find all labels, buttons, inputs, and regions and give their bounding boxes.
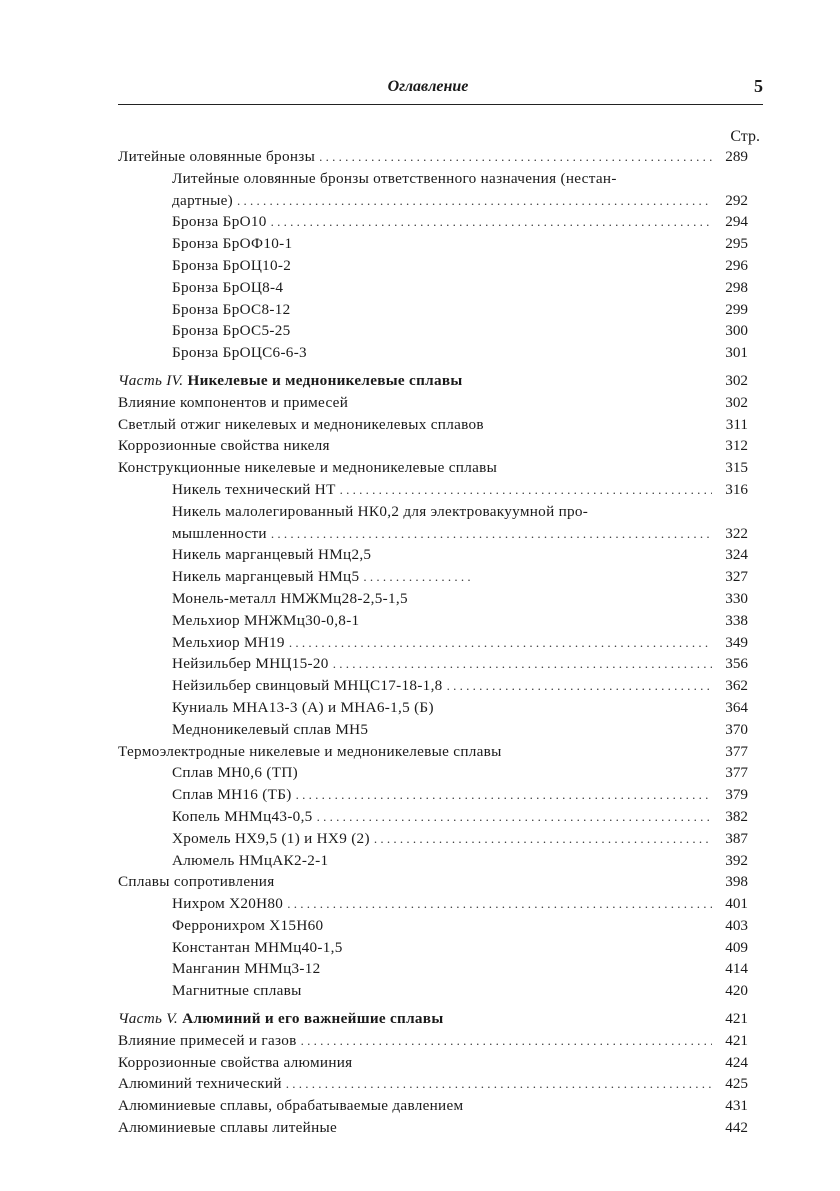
toc-entry-title: Бронза БрОЦС6-6-3: [172, 344, 307, 362]
toc-entry-title: Бронза БрОФ10-1: [172, 235, 293, 253]
toc-entry: [118, 459, 748, 481]
toc-page-number: 398: [725, 873, 748, 891]
toc-page-number: 300: [725, 322, 748, 340]
toc-entry-title: Алюминиевые сплавы литейные: [118, 1119, 338, 1137]
dot-leader: [374, 831, 712, 847]
toc-entry: [118, 634, 748, 656]
toc-entry-title: Алюминий технический: [118, 1075, 282, 1093]
toc-entry-title: Нейзильбер свинцовый МНЦС17-18-1,8: [172, 677, 443, 695]
toc-entry-title: Алюмель НМцАК2-2-1: [172, 851, 329, 869]
toc-entry: [118, 546, 748, 568]
toc-page-number: 421: [725, 1031, 748, 1049]
toc-entry-title: Конструкционные никелевые и медноникелевые сплавы: [118, 459, 498, 477]
toc-page-number: 302: [725, 393, 748, 411]
toc-page-number: 425: [725, 1075, 748, 1093]
toc-page-number: 414: [725, 960, 748, 978]
dot-leader: [237, 193, 712, 209]
toc-entry: [118, 590, 748, 612]
toc-entry: [118, 808, 748, 830]
toc-entry-title: Сплав МН0,6 (ТП): [172, 764, 298, 782]
toc-entry-title: Константан МНМц40-1,5: [172, 938, 343, 956]
toc-page-number: 424: [725, 1053, 748, 1071]
toc-entry: [118, 873, 748, 895]
toc-entry-title: Литейные оловянные бронзы ответственного назначения (нестан-: [172, 169, 617, 187]
toc-entry: [118, 301, 748, 323]
dot-leader: [340, 482, 712, 498]
toc-page-number: 364: [725, 698, 748, 716]
dot-leader: [287, 896, 712, 912]
toc-entry: [118, 525, 748, 547]
toc-entry: [118, 852, 748, 874]
toc-entry-title: Термоэлектродные никелевые и медноникелевые сплавы: [118, 742, 502, 760]
toc-entry: [118, 612, 748, 634]
toc-entry: [118, 655, 748, 677]
toc-entry-title: Хромель НХ9,5 (1) и НХ9 (2): [172, 829, 370, 847]
toc-entry: [118, 764, 748, 786]
toc-entry-title: Никель марганцевый НМц2,5: [172, 546, 372, 564]
toc-entry-title: Никель технический НТ: [172, 480, 336, 498]
page-column-label: Стр.: [730, 128, 760, 145]
toc-part-heading: [118, 1010, 748, 1032]
toc-entry: [118, 721, 748, 743]
toc-entry-title: Медноникелевый сплав МН5: [172, 720, 369, 738]
toc-entry: [118, 939, 748, 961]
toc-page-number: 330: [725, 589, 748, 607]
dot-leader: [363, 569, 473, 585]
toc-page-number: 296: [725, 256, 748, 274]
table-of-contents: [118, 148, 748, 1141]
toc-entry-title: [118, 372, 463, 390]
toc-entry: [118, 830, 748, 852]
toc-entry-title: Бронза БрОС5-25: [172, 322, 291, 340]
toc-page-number: 403: [725, 916, 748, 934]
toc-entry-title: Коррозионные свойства алюминия: [118, 1053, 353, 1071]
header-title: Оглавление: [387, 78, 469, 95]
toc-entry-title: Бронза БрОЦ10-2: [172, 256, 292, 274]
toc-entry: [118, 344, 748, 366]
toc-entry: [118, 960, 748, 982]
toc-entry: [118, 568, 748, 590]
toc-page-number: 324: [725, 546, 748, 564]
header-rule: [118, 104, 763, 105]
toc-entry-title: Никель малолегированный НК0,2 для электровакуумной про-: [172, 502, 589, 520]
toc-entry-title: дартные): [172, 191, 234, 209]
toc-page-number: 401: [725, 895, 748, 913]
toc-entry-title: Сплавы сопротивления: [118, 873, 275, 891]
toc-page-number: 392: [725, 851, 748, 869]
dot-leader: [333, 656, 712, 672]
toc-entry: [118, 170, 748, 192]
dot-leader: [301, 1033, 712, 1049]
dot-leader: [317, 809, 712, 825]
toc-page-number: 298: [725, 278, 748, 296]
toc-page-number: 338: [725, 611, 748, 629]
toc-entry: [118, 677, 748, 699]
toc-entry: [118, 416, 748, 438]
toc-entry-title: Манганин МНМц3-12: [172, 960, 321, 978]
toc-entry: [118, 1032, 748, 1054]
toc-page-number: 311: [725, 415, 748, 433]
toc-page-number: 301: [725, 344, 748, 362]
toc-page-number: 379: [725, 786, 748, 804]
toc-entry-title: Ферронихром Х15Н60: [172, 916, 324, 934]
toc-entry: [118, 699, 748, 721]
toc-entry-title: Копель МНМц43-0,5: [172, 807, 313, 825]
toc-page-number: 294: [725, 213, 748, 231]
toc-entry: [118, 1097, 748, 1119]
toc-page-number: 370: [725, 720, 748, 738]
toc-entry-title: Бронза БрОС8-12: [172, 300, 291, 318]
dot-leader: [286, 1076, 712, 1092]
toc-entry: [118, 1119, 748, 1141]
toc-page-number: 349: [725, 633, 748, 651]
toc-page-number: 431: [725, 1097, 748, 1115]
toc-page-number: 356: [725, 655, 748, 673]
part-title: Алюминий и его важнейшие сплавы: [182, 1010, 444, 1028]
running-header: [118, 74, 763, 106]
toc-entry: [118, 322, 748, 344]
toc-entry-title: Литейные оловянные бронзы: [118, 148, 316, 165]
toc-entry-title: мышленности: [172, 524, 267, 542]
toc-entry: [118, 192, 748, 214]
toc-page-number: 382: [725, 807, 748, 825]
toc-page-number: 421: [725, 1010, 748, 1028]
toc-page-number: 295: [725, 235, 748, 253]
toc-entry-title: Светлый отжиг никелевых и медноникелевых сплавов: [118, 415, 484, 433]
dot-leader: [296, 787, 712, 803]
toc-page-number: 377: [725, 764, 748, 782]
toc-page-number: 387: [725, 829, 748, 847]
toc-entry: [118, 743, 748, 765]
toc-entry: [118, 786, 748, 808]
toc-entry-title: Бронза БрО10: [172, 213, 267, 231]
toc-entry-title: [118, 1010, 443, 1028]
toc-page-number: 289: [725, 148, 748, 165]
toc-page-number: 327: [725, 568, 748, 586]
toc-entry: [118, 1075, 748, 1097]
toc-entry-title: Мельхиор МНЖМц30-0,8-1: [172, 611, 360, 629]
dot-leader: [271, 214, 712, 230]
part-label: Часть V.: [118, 1010, 178, 1028]
toc-entry: [118, 437, 748, 459]
toc-entry: [118, 917, 748, 939]
toc-part-heading: [118, 372, 748, 394]
toc-entry: [118, 279, 748, 301]
toc-entry: [118, 481, 748, 503]
toc-page-number: 322: [725, 524, 748, 542]
dot-leader: [271, 526, 712, 542]
toc-entry: [118, 148, 748, 170]
toc-page-number: 299: [725, 300, 748, 318]
toc-entry: [118, 235, 748, 257]
toc-page-number: 377: [725, 742, 748, 760]
toc-page-number: 292: [725, 191, 748, 209]
dot-leader: [447, 678, 712, 694]
toc-entry: [118, 394, 748, 416]
toc-entry-title: Магнитные сплавы: [172, 982, 302, 1000]
toc-entry-title: Сплав МН16 (ТБ): [172, 786, 292, 804]
part-title: Никелевые и медноникелевые сплавы: [187, 371, 463, 389]
toc-entry: [118, 503, 748, 525]
toc-entry: [118, 257, 748, 279]
toc-entry: [118, 982, 748, 1004]
header-page-number: 5: [754, 76, 763, 96]
toc-entry-title: Нихром Х20Н80: [172, 895, 284, 913]
toc-entry-title: Куниаль МНА13-3 (А) и МНА6-1,5 (Б): [172, 698, 434, 716]
toc-page-number: 420: [725, 982, 748, 1000]
toc-entry-title: Никель марганцевый НМц5: [172, 568, 360, 586]
dot-leader: [289, 635, 712, 651]
toc-entry-title: Нейзильбер МНЦ15-20: [172, 655, 329, 673]
toc-entry-title: Монель-металл НМЖМц28-2,5-1,5: [172, 589, 408, 607]
toc-page-number: 442: [725, 1119, 748, 1137]
part-label: Часть IV.: [118, 371, 184, 389]
toc-page-number: 312: [725, 437, 748, 455]
toc-entry-title: Бронза БрОЦ8-4: [172, 278, 284, 296]
toc-page-number: 409: [725, 938, 748, 956]
toc-entry: [118, 895, 748, 917]
toc-entry-title: Влияние примесей и газов: [118, 1031, 297, 1049]
toc-page-number: 362: [725, 677, 748, 695]
toc-entry-title: Влияние компонентов и примесей: [118, 393, 349, 411]
dot-leader: [319, 149, 712, 165]
toc-entry-title: Мельхиор МН19: [172, 633, 285, 651]
toc-entry-title: Коррозионные свойства никеля: [118, 437, 330, 455]
toc-entry: [118, 1054, 748, 1076]
toc-page-number: 315: [725, 459, 748, 477]
toc-entry: [118, 213, 748, 235]
toc-entry-title: Алюминиевые сплавы, обрабатываемые давлением: [118, 1097, 464, 1115]
toc-page-number: 302: [725, 371, 748, 389]
toc-page-number: 316: [725, 480, 748, 498]
